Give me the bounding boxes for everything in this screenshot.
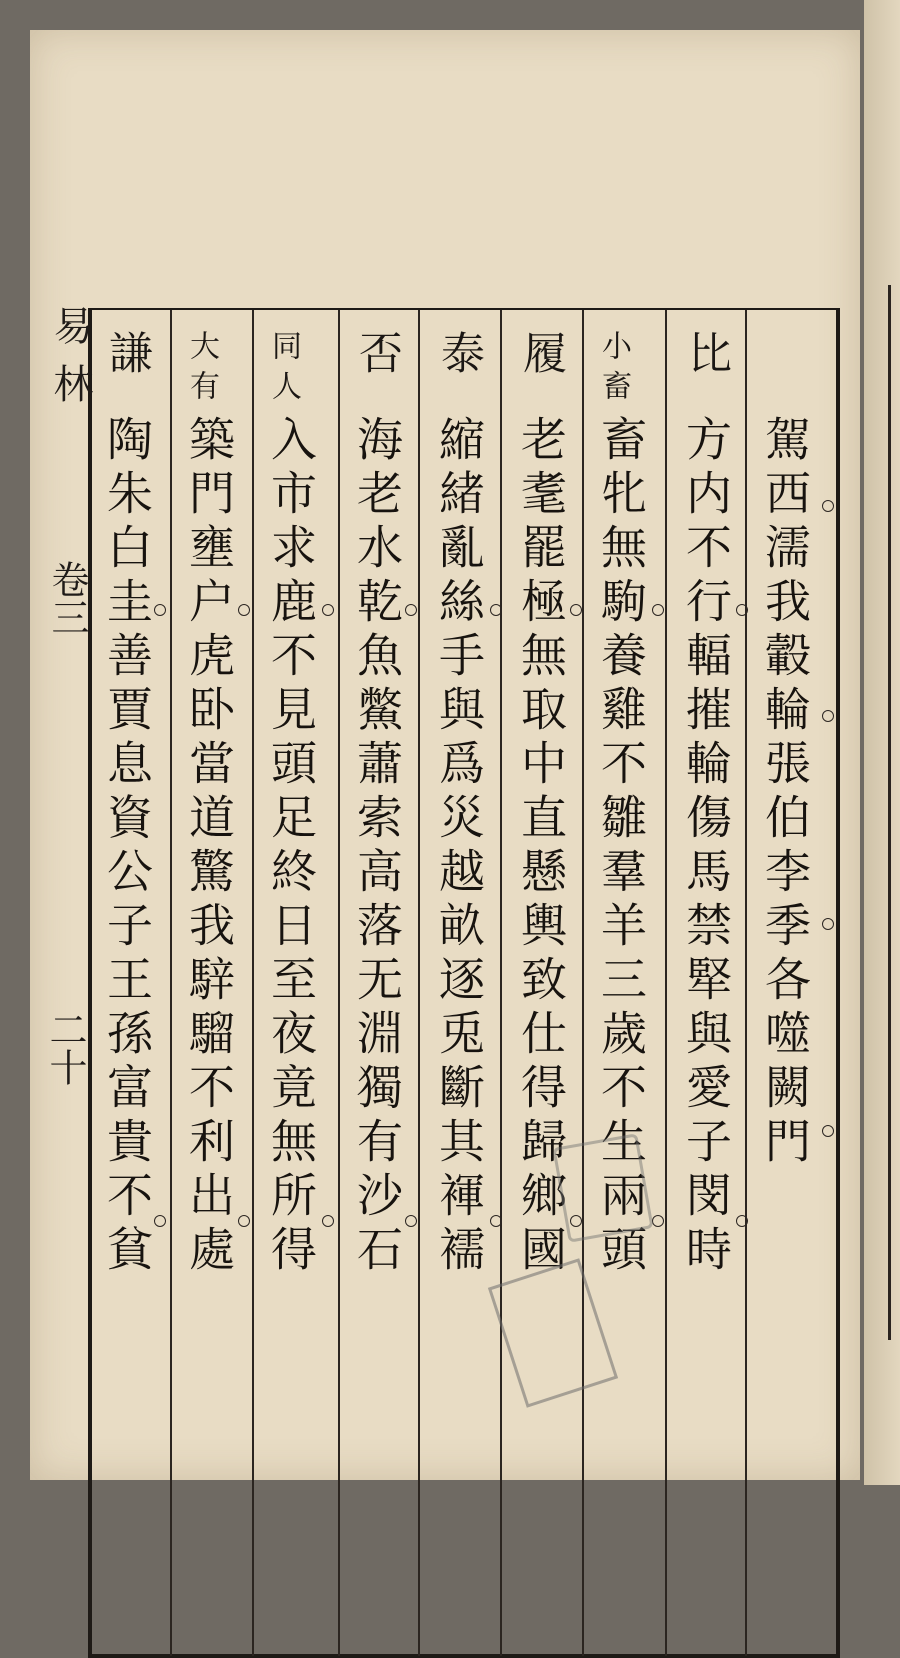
punctuation-circle <box>652 604 664 616</box>
punctuation-circle <box>238 1215 250 1227</box>
punctuation-circle <box>822 1125 834 1137</box>
entry-heading-bi: 比 <box>680 330 731 376</box>
entry-heading-tai: 泰 <box>433 330 484 376</box>
margin-chapter: 卷三 <box>45 560 89 636</box>
punctuation-circle <box>736 1215 748 1227</box>
punctuation-circle <box>490 604 502 616</box>
adjacent-page-rule <box>888 285 891 1340</box>
punctuation-circle <box>822 918 834 930</box>
entry-heading-pi: 否 <box>351 330 402 376</box>
punctuation-circle <box>822 500 834 512</box>
entry-text-dayou: 築門壅户虎卧當道驚我騂騮不利出處 <box>182 415 236 1279</box>
entry-heading-qian: 謙 <box>101 330 152 376</box>
punctuation-circle <box>570 604 582 616</box>
punctuation-circle <box>238 604 250 616</box>
column-rule <box>500 310 502 1656</box>
punctuation-circle <box>490 1215 502 1227</box>
entry-text-tongren: 入市求鹿不見頭足終日至夜竟無所得 <box>264 415 318 1279</box>
opening-verse: 駕西濡我轂輪張伯李季各噬闕門 <box>758 415 812 1171</box>
column-rule <box>745 310 747 1656</box>
punctuation-circle <box>322 1215 334 1227</box>
column-rule <box>252 310 254 1656</box>
column-rule <box>338 310 340 1656</box>
entry-text-tai: 縮緒亂絲手與爲災越畝逐兎斷其褌襦 <box>432 415 486 1279</box>
punctuation-circle <box>322 604 334 616</box>
column-rule <box>582 310 584 1656</box>
column-rule <box>665 310 667 1656</box>
punctuation-circle <box>652 1215 664 1227</box>
entry-heading-dayou: 大有 <box>184 330 219 410</box>
entry-text-pi: 海老水乾魚鱉蕭索高落无淵獨有沙石 <box>350 415 404 1279</box>
entry-text-bi: 方内不行輻摧輪傷馬禁㹂與愛子閔時 <box>679 415 733 1279</box>
punctuation-circle <box>405 604 417 616</box>
column-rule <box>418 310 420 1656</box>
adjacent-page-edge <box>864 0 900 1485</box>
margin-book-title: 易林 <box>47 305 93 421</box>
entry-text-xiaoxu: 畜牝無駒養雞不雛羣羊三歲不生兩頭 <box>594 415 648 1279</box>
column-rule <box>170 310 172 1656</box>
margin-leaf-number: 二十 <box>43 1010 87 1086</box>
entry-text-lu: 老耄罷極無取中直懸輿致仕得歸鄉國 <box>514 415 568 1279</box>
entry-text-qian: 陶朱白圭善賈息資公子王孫富貴不貧 <box>100 415 154 1279</box>
punctuation-circle <box>154 1215 166 1227</box>
punctuation-circle <box>405 1215 417 1227</box>
entry-heading-lu: 履 <box>515 330 566 376</box>
punctuation-circle <box>736 604 748 616</box>
entry-heading-tongren: 同人 <box>266 330 301 410</box>
entry-heading-xiaoxu: 小畜 <box>596 330 631 410</box>
punctuation-circle <box>154 604 166 616</box>
library-stamp <box>552 1133 653 1242</box>
punctuation-circle <box>822 710 834 722</box>
